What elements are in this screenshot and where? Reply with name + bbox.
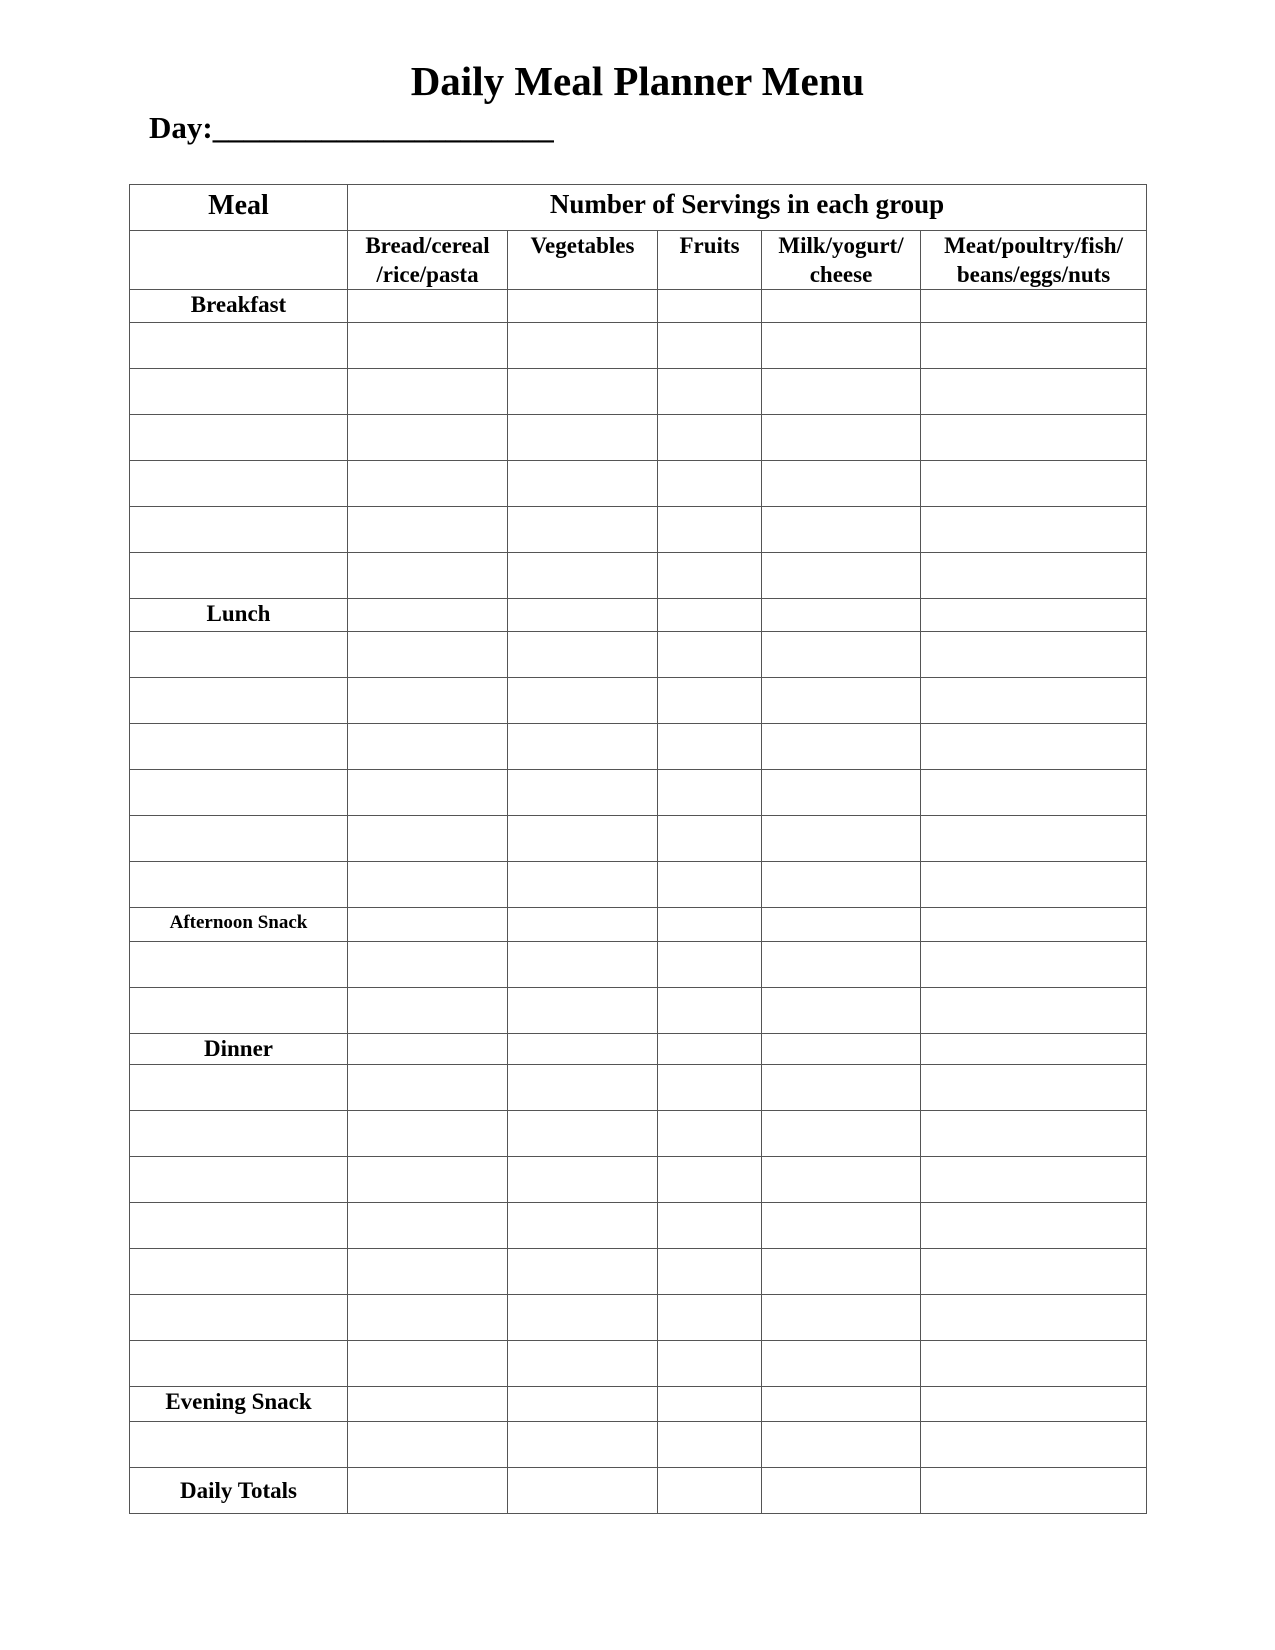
servings-cell[interactable]	[508, 1249, 658, 1295]
servings-cell[interactable]	[921, 1422, 1147, 1468]
meal-entry-cell[interactable]	[130, 1422, 348, 1468]
servings-cell[interactable]	[658, 816, 762, 862]
servings-cell[interactable]	[762, 1111, 921, 1157]
servings-cell[interactable]	[658, 599, 762, 632]
servings-cell[interactable]	[508, 988, 658, 1034]
servings-cell[interactable]	[921, 553, 1147, 599]
servings-cell[interactable]	[658, 507, 762, 553]
breakfast-row	[130, 290, 1147, 323]
entry-row	[130, 1249, 1147, 1295]
servings-cell[interactable]	[921, 1468, 1147, 1514]
servings-cell[interactable]	[658, 988, 762, 1034]
meal-planner-table	[129, 184, 1147, 1514]
servings-cell[interactable]	[348, 862, 508, 908]
entry-row	[130, 862, 1147, 908]
meal-entry-cell[interactable]	[130, 632, 348, 678]
group-header-milk: Milk/yogurt/ cheese	[762, 231, 921, 290]
servings-cell[interactable]	[508, 369, 658, 415]
meal-header: Meal	[130, 185, 348, 231]
servings-cell[interactable]	[658, 1422, 762, 1468]
row-label-lunch: Lunch	[130, 599, 348, 632]
servings-cell[interactable]	[658, 724, 762, 770]
entry-row	[130, 724, 1147, 770]
meal-entry-cell[interactable]	[130, 1157, 348, 1203]
meal-entry-cell[interactable]	[130, 1295, 348, 1341]
group-header-meat: Meat/poultry/fish/ beans/eggs/nuts	[921, 231, 1147, 290]
servings-cell[interactable]	[921, 1111, 1147, 1157]
servings-cell[interactable]	[658, 1065, 762, 1111]
servings-cell[interactable]	[921, 632, 1147, 678]
servings-cell[interactable]	[508, 770, 658, 816]
servings-cell[interactable]	[762, 553, 921, 599]
entry-row	[130, 1341, 1147, 1387]
servings-cell[interactable]	[348, 988, 508, 1034]
servings-cell[interactable]	[921, 1387, 1147, 1422]
servings-cell[interactable]	[508, 290, 658, 323]
servings-cell[interactable]	[762, 1468, 921, 1514]
page-title: Daily Meal Planner Menu	[410, 58, 865, 104]
lunch-row	[130, 599, 1147, 632]
daily-totals-row	[130, 1468, 1147, 1514]
servings-cell[interactable]	[508, 507, 658, 553]
servings-cell[interactable]	[762, 678, 921, 724]
servings-cell[interactable]	[508, 599, 658, 632]
entry-row	[130, 632, 1147, 678]
row-label-afternoon-snack: Afternoon Snack	[130, 908, 348, 942]
servings-cell[interactable]	[508, 816, 658, 862]
servings-cell[interactable]	[658, 1249, 762, 1295]
entry-row	[130, 988, 1147, 1034]
servings-cell[interactable]	[348, 678, 508, 724]
servings-cell[interactable]	[762, 1034, 921, 1065]
servings-cell[interactable]	[921, 908, 1147, 942]
servings-cell[interactable]	[762, 1295, 921, 1341]
row-label-evening-snack: Evening Snack	[130, 1387, 348, 1422]
servings-cell[interactable]	[762, 1157, 921, 1203]
servings-cell[interactable]	[348, 1111, 508, 1157]
entry-row	[130, 369, 1147, 415]
servings-cell[interactable]	[762, 770, 921, 816]
meal-entry-cell[interactable]	[130, 988, 348, 1034]
entry-row	[130, 816, 1147, 862]
servings-cell[interactable]	[348, 908, 508, 942]
entry-row	[130, 1295, 1147, 1341]
servings-cell[interactable]	[762, 942, 921, 988]
servings-cell[interactable]	[348, 1295, 508, 1341]
servings-cell[interactable]	[508, 1387, 658, 1422]
servings-cell[interactable]	[508, 942, 658, 988]
servings-cell[interactable]	[508, 1341, 658, 1387]
servings-cell[interactable]	[921, 862, 1147, 908]
entry-row	[130, 678, 1147, 724]
entry-row	[130, 1422, 1147, 1468]
servings-cell[interactable]	[348, 1341, 508, 1387]
servings-cell[interactable]	[921, 1065, 1147, 1111]
servings-cell[interactable]	[921, 1034, 1147, 1065]
servings-cell[interactable]	[508, 1468, 658, 1514]
servings-cell[interactable]	[762, 1387, 921, 1422]
servings-cell[interactable]	[921, 507, 1147, 553]
meal-entry-cell[interactable]	[130, 507, 348, 553]
meal-entry-cell[interactable]	[130, 770, 348, 816]
servings-cell[interactable]	[348, 323, 508, 369]
entry-row	[130, 553, 1147, 599]
servings-cell[interactable]	[508, 908, 658, 942]
meal-entry-cell[interactable]	[130, 415, 348, 461]
servings-cell[interactable]	[508, 1157, 658, 1203]
servings-cell[interactable]	[921, 678, 1147, 724]
group-header-fruits: Fruits	[658, 231, 762, 290]
servings-cell[interactable]	[658, 1157, 762, 1203]
servings-header: Number of Servings in each group	[348, 185, 1147, 231]
meal-entry-cell[interactable]	[130, 1203, 348, 1249]
servings-cell[interactable]	[658, 1034, 762, 1065]
servings-cell[interactable]	[921, 1341, 1147, 1387]
servings-cell[interactable]	[762, 1203, 921, 1249]
servings-cell[interactable]	[762, 862, 921, 908]
meal-entry-cell[interactable]	[130, 461, 348, 507]
group-header-row	[130, 231, 1147, 290]
meal-entry-cell[interactable]	[130, 369, 348, 415]
servings-cell[interactable]	[762, 290, 921, 323]
servings-cell[interactable]	[508, 1422, 658, 1468]
servings-cell[interactable]	[762, 1065, 921, 1111]
servings-cell[interactable]	[508, 862, 658, 908]
entry-row	[130, 415, 1147, 461]
servings-cell[interactable]	[348, 290, 508, 323]
servings-cell[interactable]	[921, 415, 1147, 461]
servings-cell[interactable]	[762, 599, 921, 632]
servings-cell[interactable]	[658, 1468, 762, 1514]
meal-entry-cell[interactable]	[130, 1065, 348, 1111]
day-field[interactable]: Day:______________________	[149, 110, 554, 145]
entry-row	[130, 1203, 1147, 1249]
servings-cell[interactable]	[658, 415, 762, 461]
servings-cell[interactable]	[921, 988, 1147, 1034]
servings-cell[interactable]	[921, 323, 1147, 369]
servings-cell[interactable]	[348, 461, 508, 507]
servings-cell[interactable]	[348, 507, 508, 553]
servings-cell[interactable]	[658, 770, 762, 816]
servings-cell[interactable]	[658, 678, 762, 724]
servings-cell[interactable]	[348, 599, 508, 632]
meal-entry-cell[interactable]	[130, 1249, 348, 1295]
servings-cell[interactable]	[921, 1157, 1147, 1203]
row-label-daily-totals: Daily Totals	[130, 1468, 348, 1514]
servings-cell[interactable]	[508, 632, 658, 678]
entry-row	[130, 1111, 1147, 1157]
meal-entry-cell[interactable]	[130, 553, 348, 599]
servings-cell[interactable]	[508, 1111, 658, 1157]
meal-entry-cell[interactable]	[130, 1341, 348, 1387]
servings-cell[interactable]	[921, 770, 1147, 816]
servings-cell[interactable]	[508, 415, 658, 461]
servings-cell[interactable]	[921, 290, 1147, 323]
entry-row	[130, 1065, 1147, 1111]
entry-row	[130, 507, 1147, 553]
servings-cell[interactable]	[658, 1111, 762, 1157]
entry-row	[130, 942, 1147, 988]
servings-cell[interactable]	[348, 369, 508, 415]
servings-cell[interactable]	[508, 1034, 658, 1065]
servings-cell[interactable]	[348, 1065, 508, 1111]
servings-cell[interactable]	[762, 816, 921, 862]
servings-cell[interactable]	[348, 632, 508, 678]
servings-cell[interactable]	[921, 1203, 1147, 1249]
servings-cell[interactable]	[508, 461, 658, 507]
meal-entry-cell[interactable]	[130, 862, 348, 908]
servings-cell[interactable]	[921, 461, 1147, 507]
entry-row	[130, 1157, 1147, 1203]
servings-cell[interactable]	[762, 1341, 921, 1387]
servings-cell[interactable]	[658, 1341, 762, 1387]
servings-cell[interactable]	[658, 942, 762, 988]
meal-entry-cell[interactable]	[130, 942, 348, 988]
servings-cell[interactable]	[508, 678, 658, 724]
servings-cell[interactable]	[348, 1422, 508, 1468]
blank-cell	[130, 231, 348, 290]
servings-cell[interactable]	[921, 369, 1147, 415]
servings-cell[interactable]	[921, 724, 1147, 770]
servings-cell[interactable]	[921, 599, 1147, 632]
meal-entry-cell[interactable]	[130, 323, 348, 369]
servings-cell[interactable]	[762, 461, 921, 507]
servings-cell[interactable]	[508, 323, 658, 369]
servings-cell[interactable]	[348, 415, 508, 461]
servings-cell[interactable]	[348, 816, 508, 862]
servings-cell[interactable]	[348, 1203, 508, 1249]
servings-cell[interactable]	[658, 1295, 762, 1341]
meal-entry-cell[interactable]	[130, 1111, 348, 1157]
servings-cell[interactable]	[921, 1249, 1147, 1295]
servings-cell[interactable]	[921, 942, 1147, 988]
dinner-row	[130, 1034, 1147, 1065]
servings-cell[interactable]	[762, 323, 921, 369]
servings-cell[interactable]	[658, 632, 762, 678]
entry-row	[130, 770, 1147, 816]
servings-cell[interactable]	[658, 862, 762, 908]
entry-row	[130, 461, 1147, 507]
servings-cell[interactable]	[658, 553, 762, 599]
servings-cell[interactable]	[762, 507, 921, 553]
servings-cell[interactable]	[658, 461, 762, 507]
servings-cell[interactable]	[658, 1203, 762, 1249]
servings-cell[interactable]	[508, 1295, 658, 1341]
servings-cell[interactable]	[508, 1203, 658, 1249]
meal-entry-cell[interactable]	[130, 816, 348, 862]
servings-cell[interactable]	[348, 553, 508, 599]
servings-cell[interactable]	[348, 1249, 508, 1295]
servings-cell[interactable]	[921, 1295, 1147, 1341]
servings-cell[interactable]	[658, 369, 762, 415]
servings-cell[interactable]	[658, 290, 762, 323]
servings-cell[interactable]	[348, 942, 508, 988]
header-row	[130, 185, 1147, 231]
row-label-dinner: Dinner	[130, 1034, 348, 1065]
servings-cell[interactable]	[348, 1157, 508, 1203]
servings-cell[interactable]	[508, 1065, 658, 1111]
servings-cell[interactable]	[762, 908, 921, 942]
entry-row	[130, 323, 1147, 369]
servings-cell[interactable]	[762, 632, 921, 678]
servings-cell[interactable]	[658, 1387, 762, 1422]
evening-snack-row	[130, 1387, 1147, 1422]
servings-cell[interactable]	[348, 724, 508, 770]
servings-cell[interactable]	[508, 724, 658, 770]
group-header-bread: Bread/cereal /rice/pasta	[348, 231, 508, 290]
meal-entry-cell[interactable]	[130, 724, 348, 770]
servings-cell[interactable]	[348, 1034, 508, 1065]
servings-cell[interactable]	[348, 1468, 508, 1514]
servings-cell[interactable]	[762, 415, 921, 461]
servings-cell[interactable]	[762, 1249, 921, 1295]
servings-cell[interactable]	[762, 369, 921, 415]
servings-cell[interactable]	[348, 770, 508, 816]
servings-cell[interactable]	[921, 816, 1147, 862]
servings-cell[interactable]	[348, 1387, 508, 1422]
servings-cell[interactable]	[762, 1422, 921, 1468]
servings-cell[interactable]	[762, 724, 921, 770]
row-label-breakfast: Breakfast	[130, 290, 348, 323]
afternoon-snack-row	[130, 908, 1147, 942]
meal-entry-cell[interactable]	[130, 678, 348, 724]
servings-cell[interactable]	[508, 553, 658, 599]
servings-cell[interactable]	[658, 908, 762, 942]
servings-cell[interactable]	[658, 323, 762, 369]
servings-cell[interactable]	[762, 988, 921, 1034]
group-header-vegetables: Vegetables	[508, 231, 658, 290]
